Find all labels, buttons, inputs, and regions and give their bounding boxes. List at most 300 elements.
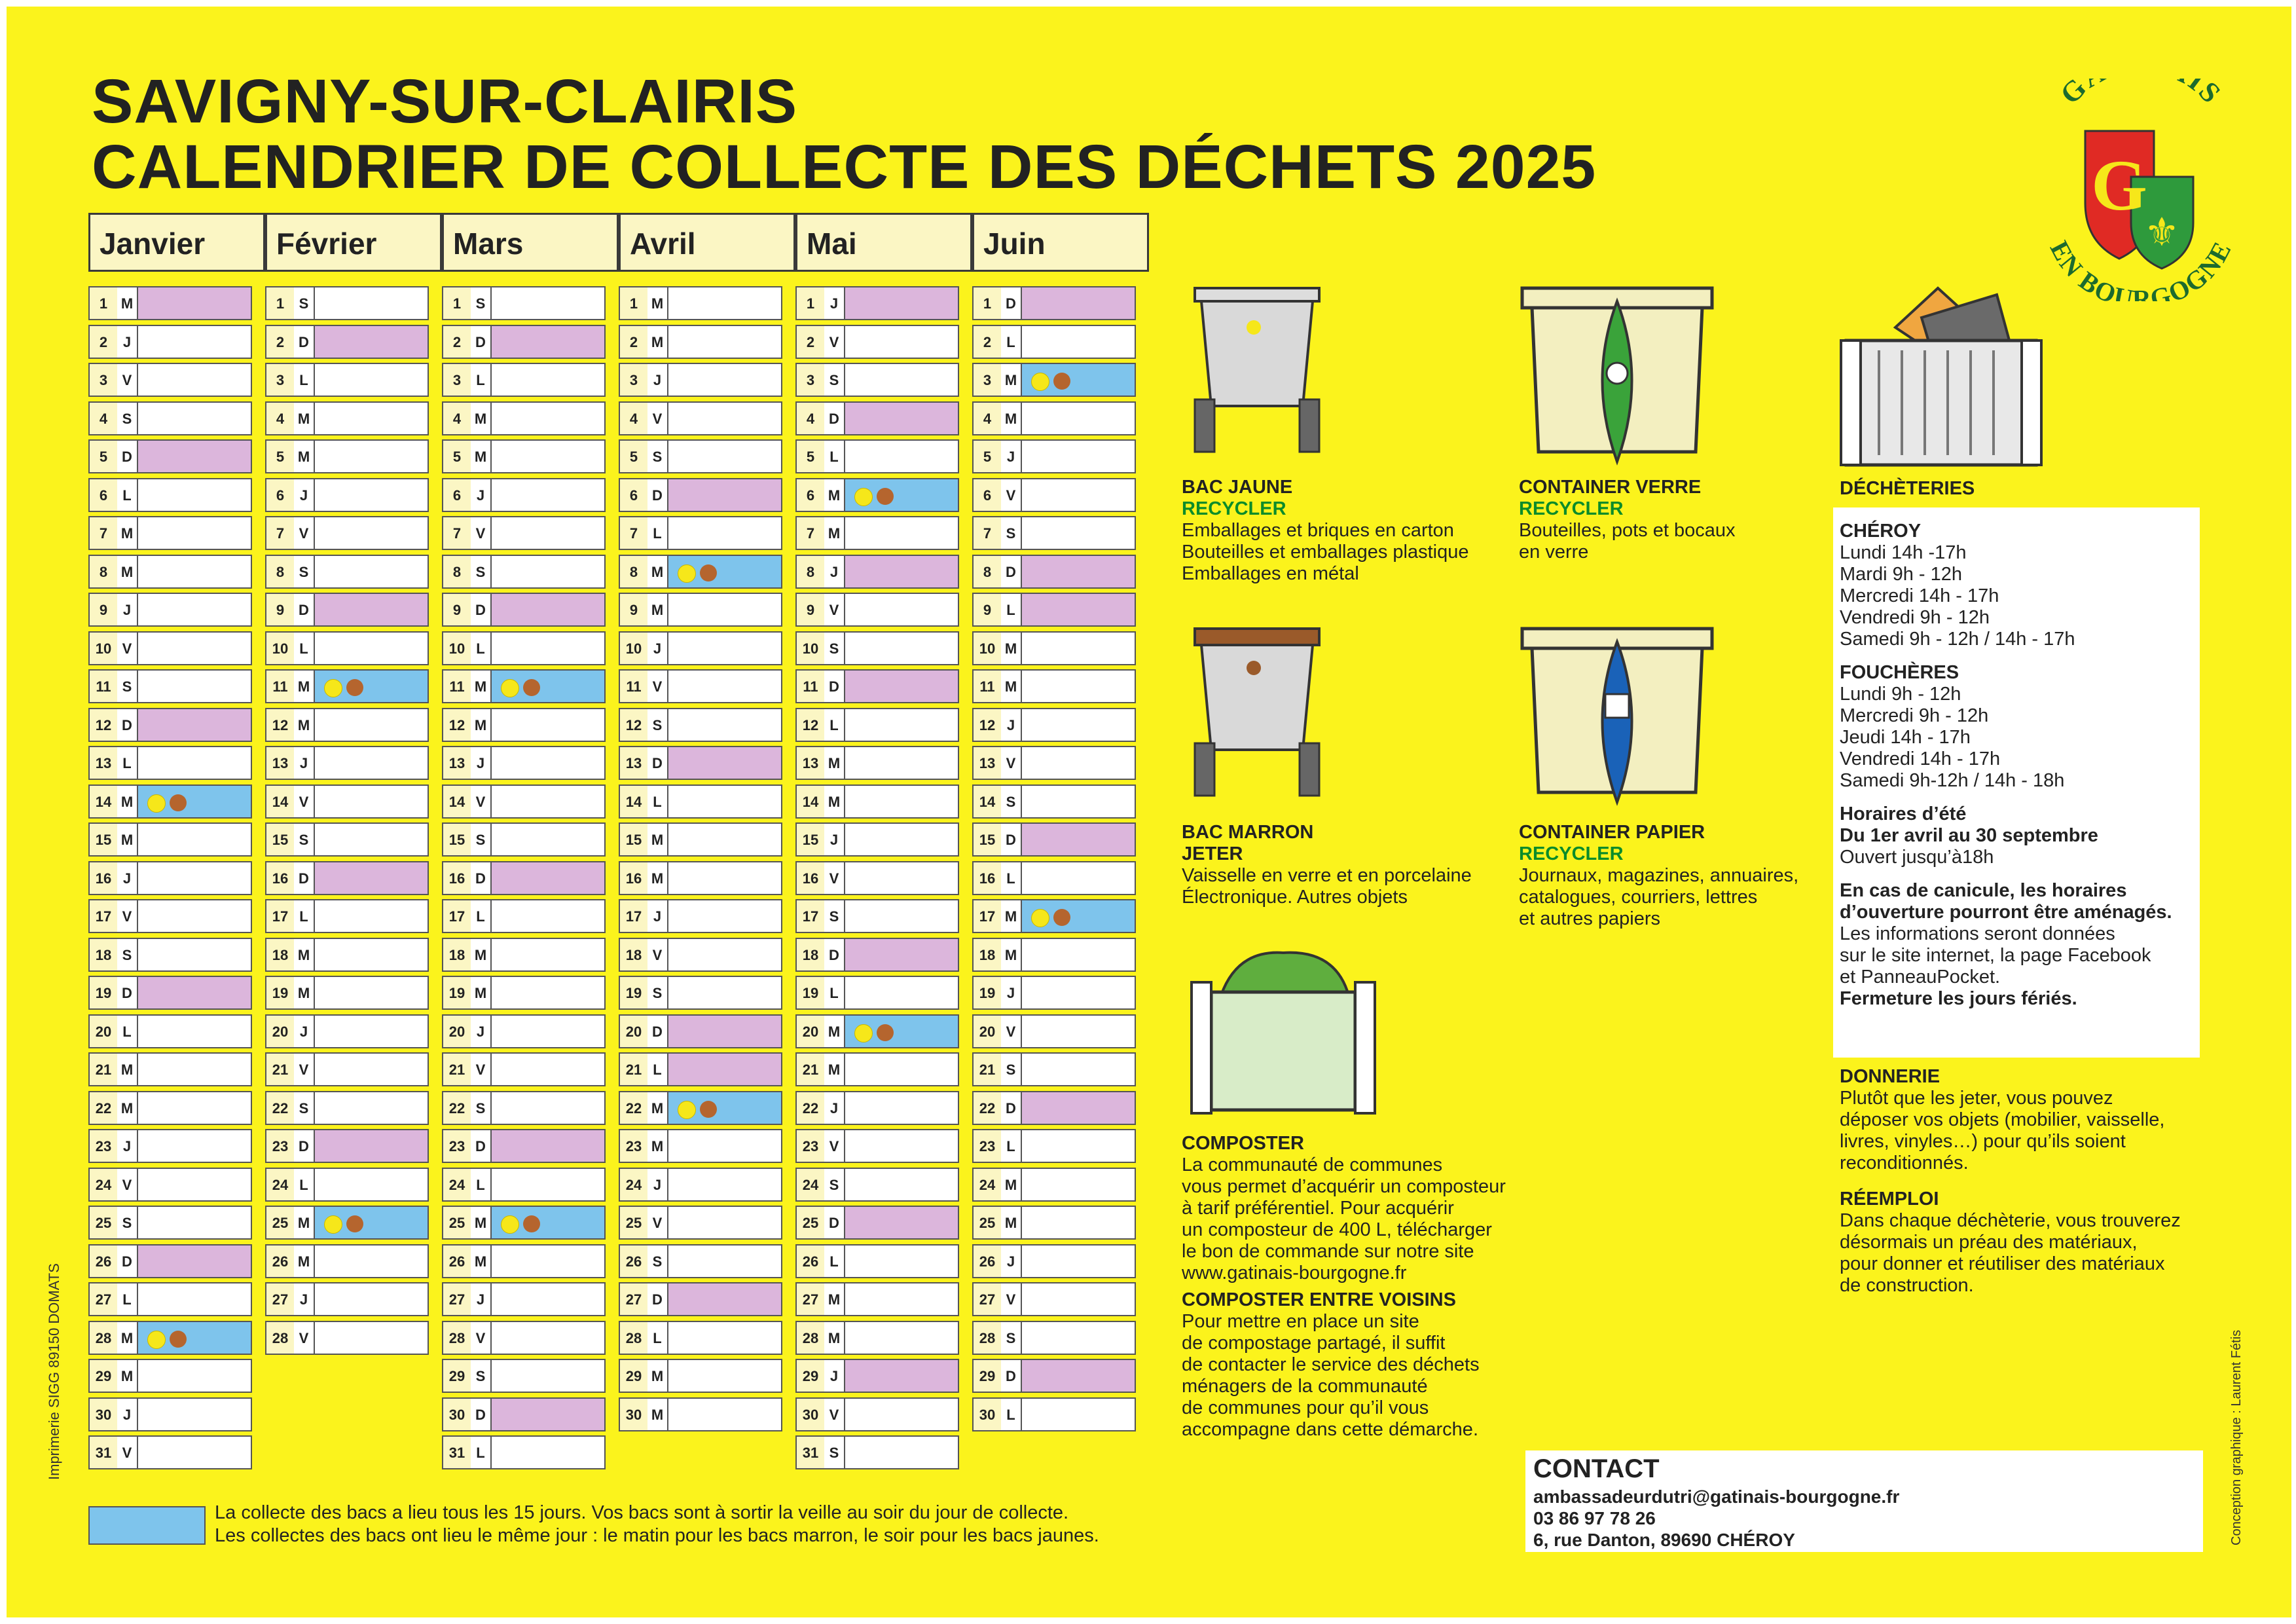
day-number: 27: [797, 1283, 826, 1315]
day-row: [972, 593, 1136, 627]
day-letter: L: [647, 786, 668, 817]
day-letter: D: [471, 1399, 492, 1430]
day-row: [442, 1206, 606, 1240]
day-cell: [315, 939, 428, 970]
day-cell: [492, 1016, 604, 1047]
sunday-holiday-cell: [845, 556, 958, 587]
day-letter: J: [117, 1130, 138, 1162]
day-row: [442, 325, 606, 359]
day-number: 21: [620, 1054, 649, 1085]
day-row: [972, 363, 1136, 397]
day-letter: L: [471, 900, 492, 932]
day-number: 3: [90, 364, 118, 396]
day-cell: [1022, 671, 1135, 702]
day-number: 17: [620, 900, 649, 932]
day-letter: J: [824, 1360, 845, 1392]
day-row: [265, 899, 429, 933]
day-number: 22: [443, 1092, 472, 1124]
day-number: 13: [620, 747, 649, 779]
day-cell: [845, 1169, 958, 1200]
svg-text:GÂTINAIS: [2054, 79, 2228, 111]
day-row: [795, 1321, 959, 1355]
day-cell: [668, 517, 781, 549]
day-number: 25: [974, 1207, 1002, 1238]
day-row: [619, 1014, 782, 1048]
day-number: 28: [620, 1322, 649, 1354]
day-number: 22: [797, 1092, 826, 1124]
day-cell: [668, 939, 781, 970]
day-letter: D: [824, 671, 845, 702]
day-letter: M: [117, 517, 138, 549]
container-papier-block: CONTAINER PAPIER RECYCLER Journaux, magazines, annuaires, catalogues, courriers, lettres et autres papiers: [1519, 822, 1799, 929]
day-letter: M: [647, 556, 668, 587]
day-cell: [492, 1092, 604, 1124]
day-number: 14: [797, 786, 826, 817]
day-row: [265, 784, 429, 819]
day-row: [972, 631, 1136, 665]
brown-bin-dot: [346, 1215, 363, 1232]
day-cell: [315, 977, 428, 1008]
day-letter: M: [471, 1246, 492, 1277]
day-cell: [315, 556, 428, 587]
day-row: [265, 1168, 429, 1202]
sunday-holiday-cell: [845, 287, 958, 319]
day-letter: S: [117, 939, 138, 970]
collection-cell: [492, 671, 604, 702]
day-row: [972, 1397, 1136, 1431]
day-cell: [315, 364, 428, 396]
day-letter: M: [471, 441, 492, 472]
day-row: [88, 1244, 252, 1278]
day-number: 30: [90, 1399, 118, 1430]
day-cell: [668, 326, 781, 358]
day-letter: L: [1001, 326, 1022, 358]
day-row: [619, 1282, 782, 1316]
day-letter: L: [1001, 1399, 1022, 1430]
day-row: [795, 555, 959, 589]
sunday-holiday-cell: [668, 1016, 781, 1047]
day-number: 12: [266, 709, 295, 741]
bac-jaune-block: BAC JAUNE RECYCLER Emballages et briques en carton Bouteilles et emballages plastique Emballages en métal: [1182, 477, 1469, 584]
day-row: [795, 1014, 959, 1048]
collection-cell: [315, 671, 428, 702]
day-number: 19: [266, 977, 295, 1008]
day-letter: L: [647, 1054, 668, 1085]
day-letter: D: [117, 709, 138, 741]
day-letter: V: [824, 1399, 845, 1430]
day-row: [442, 516, 606, 550]
contact-title: CONTACT: [1533, 1454, 1660, 1483]
day-cell: [315, 287, 428, 319]
day-cell: [138, 1054, 251, 1085]
day-letter: M: [1001, 1207, 1022, 1238]
day-cell: [1022, 479, 1135, 511]
yellow-bin-dot: [501, 679, 519, 697]
day-cell: [492, 939, 604, 970]
day-row: [442, 1397, 606, 1431]
day-row: [972, 401, 1136, 435]
sunday-holiday-cell: [492, 862, 604, 894]
day-number: 22: [620, 1092, 649, 1124]
day-number: 8: [443, 556, 472, 587]
day-number: 23: [797, 1130, 826, 1162]
sunday-holiday-cell: [668, 1054, 781, 1085]
day-letter: J: [1001, 441, 1022, 472]
day-number: 27: [974, 1283, 1002, 1315]
day-cell: [492, 747, 604, 779]
day-number: 23: [443, 1130, 472, 1162]
day-row: [442, 1244, 606, 1278]
day-row: [442, 899, 606, 933]
contact-email[interactable]: ambassadeurdutri@gatinais-bourgogne.fr: [1533, 1486, 1900, 1507]
day-number: 7: [443, 517, 472, 549]
day-row: [795, 631, 959, 665]
day-letter: J: [471, 1016, 492, 1047]
day-number: 10: [90, 633, 118, 664]
day-number: 7: [266, 517, 295, 549]
day-row: [88, 631, 252, 665]
day-cell: [138, 479, 251, 511]
day-cell: [138, 1360, 251, 1392]
day-number: 30: [620, 1399, 649, 1430]
day-letter: L: [294, 364, 315, 396]
day-number: 23: [90, 1130, 118, 1162]
day-letter: V: [647, 1207, 668, 1238]
day-row: [442, 286, 606, 320]
day-row: [972, 708, 1136, 742]
day-cell: [668, 671, 781, 702]
day-letter: D: [471, 326, 492, 358]
brown-bin-dot: [700, 1101, 717, 1118]
day-row: [265, 631, 429, 665]
day-cell: [492, 1437, 604, 1468]
day-letter: M: [1001, 403, 1022, 434]
day-cell: [138, 1016, 251, 1047]
day-letter: L: [294, 1169, 315, 1200]
day-row: [442, 938, 606, 972]
day-cell: [845, 862, 958, 894]
month-header-3: Mars: [442, 213, 619, 272]
day-letter: M: [294, 671, 315, 702]
day-row: [619, 1321, 782, 1355]
day-cell: [1022, 786, 1135, 817]
day-cell: [1022, 403, 1135, 434]
day-number: 22: [90, 1092, 118, 1124]
day-row: [88, 363, 252, 397]
day-number: 30: [974, 1399, 1002, 1430]
day-letter: V: [117, 1169, 138, 1200]
day-letter: J: [647, 633, 668, 664]
day-cell: [138, 633, 251, 664]
day-letter: M: [647, 862, 668, 894]
day-number: 7: [974, 517, 1002, 549]
day-number: 13: [266, 747, 295, 779]
day-number: 22: [266, 1092, 295, 1124]
day-row: [795, 1282, 959, 1316]
day-letter: M: [117, 1360, 138, 1392]
day-letter: M: [471, 671, 492, 702]
sunday-holiday-cell: [845, 1360, 958, 1392]
donnerie-block: DONNERIE Plutôt que les jeter, vous pouvez déposer vos objets (mobilier, vaisselle, livres, vinyles…) pour qu’ils soient reconditionnés. RÉEMPLOI Dans chaque déchèterie, vous trouverez désormais un préau des matériaux, pour donner et réutiliser des matériaux de construction.: [1840, 1066, 2181, 1296]
day-number: 4: [90, 403, 118, 434]
yellow-bin-dot: [1031, 373, 1049, 391]
brown-bin-dot: [1053, 909, 1070, 926]
day-row: [619, 938, 782, 972]
yellow-bin-dot: [854, 1024, 873, 1043]
day-row: [972, 976, 1136, 1010]
day-letter: D: [647, 1283, 668, 1315]
day-row: [265, 555, 429, 589]
day-row: [265, 286, 429, 320]
day-cell: [492, 900, 604, 932]
day-number: 4: [620, 403, 649, 434]
day-cell: [1022, 862, 1135, 894]
sunday-holiday-cell: [315, 862, 428, 894]
day-number: 31: [90, 1437, 118, 1468]
sunday-holiday-cell: [845, 939, 958, 970]
sunday-holiday-cell: [1022, 556, 1135, 587]
day-number: 12: [974, 709, 1002, 741]
sunday-holiday-cell: [1022, 594, 1135, 625]
day-row: [795, 401, 959, 435]
day-number: 20: [974, 1016, 1002, 1047]
day-number: 12: [797, 709, 826, 741]
day-cell: [492, 403, 604, 434]
day-letter: V: [824, 1130, 845, 1162]
day-letter: J: [1001, 1246, 1022, 1277]
day-number: 12: [90, 709, 118, 741]
day-number: 13: [90, 747, 118, 779]
day-row: [88, 669, 252, 703]
sunday-holiday-cell: [138, 441, 251, 472]
day-cell: [315, 1322, 428, 1354]
day-number: 31: [797, 1437, 826, 1468]
day-letter: L: [824, 1246, 845, 1277]
day-row: [442, 1168, 606, 1202]
day-row: [972, 1014, 1136, 1048]
day-cell: [1022, 517, 1135, 549]
day-row: [442, 1091, 606, 1125]
day-row: [442, 439, 606, 473]
day-cell: [668, 1246, 781, 1277]
day-letter: M: [1001, 633, 1022, 664]
day-number: 21: [90, 1054, 118, 1085]
day-cell: [845, 1054, 958, 1085]
day-letter: V: [294, 786, 315, 817]
day-number: 20: [443, 1016, 472, 1047]
day-number: 5: [90, 441, 118, 472]
day-letter: M: [294, 939, 315, 970]
day-row: [88, 1091, 252, 1125]
day-number: 8: [90, 556, 118, 587]
day-row: [972, 1091, 1136, 1125]
day-cell: [845, 900, 958, 932]
day-number: 3: [266, 364, 295, 396]
day-row: [88, 822, 252, 857]
day-cell: [845, 594, 958, 625]
day-number: 24: [620, 1169, 649, 1200]
day-row: [972, 516, 1136, 550]
month-header-4: Avril: [619, 213, 795, 272]
day-cell: [1022, 1016, 1135, 1047]
collection-cell: [1022, 364, 1135, 396]
day-number: 2: [443, 326, 472, 358]
day-number: 2: [620, 326, 649, 358]
day-letter: M: [117, 556, 138, 587]
day-letter: V: [647, 671, 668, 702]
day-number: 18: [266, 939, 295, 970]
brown-bin-icon: [1182, 619, 1332, 809]
day-row: [265, 593, 429, 627]
day-letter: V: [117, 364, 138, 396]
day-letter: V: [1001, 747, 1022, 779]
day-row: [972, 822, 1136, 857]
day-number: 15: [620, 824, 649, 855]
day-number: 24: [90, 1169, 118, 1200]
day-letter: M: [471, 939, 492, 970]
day-number: 28: [443, 1322, 472, 1354]
day-number: 4: [974, 403, 1002, 434]
day-row: [619, 593, 782, 627]
day-letter: J: [824, 556, 845, 587]
day-cell: [845, 1437, 958, 1468]
contact-address: 6, rue Danton, 89690 CHÉROY: [1533, 1530, 1795, 1550]
day-row: [442, 1014, 606, 1048]
day-row: [265, 439, 429, 473]
day-cell: [315, 479, 428, 511]
day-letter: D: [294, 594, 315, 625]
day-cell: [668, 1169, 781, 1200]
day-cell: [315, 1054, 428, 1085]
day-letter: L: [1001, 862, 1022, 894]
day-cell: [138, 556, 251, 587]
day-number: 22: [974, 1092, 1002, 1124]
day-number: 10: [620, 633, 649, 664]
day-row: [972, 439, 1136, 473]
day-row: [619, 363, 782, 397]
day-row: [795, 938, 959, 972]
day-number: 14: [90, 786, 118, 817]
decheteries-info: CHÉROY Lundi 14h -17h Mardi 9h - 12h Mercredi 14h - 17h Vendredi 9h - 12h Samedi 9h - 12h / 14h - 17h FOUCHÈRES Lundi 9h - 12h Mercredi 9h - 12h Jeudi 14h - 17h Vendredi 14h - 17h Samedi 9h-12h / 14h - 18h Horaires d’été Du 1er avril au 30 septembre Ouvert jusqu’à18h En cas de canicule, les horaires d’ouverture pourront être aménagés. Les informations seront données sur le site internet, la page Facebook et PanneauPocket. Fermeture les jours fériés.: [1840, 521, 2172, 1009]
day-letter: D: [647, 747, 668, 779]
day-row: [795, 325, 959, 359]
day-number: 2: [266, 326, 295, 358]
month-header-1: Janvier: [88, 213, 265, 272]
day-row: [795, 1091, 959, 1125]
day-row: [795, 516, 959, 550]
day-number: 25: [90, 1207, 118, 1238]
day-row: [265, 478, 429, 512]
day-row: [795, 784, 959, 819]
day-number: 23: [620, 1130, 649, 1162]
day-letter: D: [471, 1130, 492, 1162]
day-number: 9: [443, 594, 472, 625]
day-letter: D: [294, 862, 315, 894]
calendar-sheet: [7, 7, 2291, 1617]
day-number: 30: [443, 1399, 472, 1430]
collection-legend-text: La collecte des bacs a lieu tous les 15 jours. Vos bacs sont à sortir la veille au soir du jour de collecte. Les collectes des bacs ont lieu le même jour : le matin pour les bacs marron, le soir pour les bacs jaunes.: [215, 1502, 1099, 1546]
day-number: 19: [620, 977, 649, 1008]
day-number: 1: [443, 287, 472, 319]
month-header-6: Juin: [972, 213, 1149, 272]
bac-marron-block: BAC MARRON JETER Vaisselle en verre et en porcelaine Électronique. Autres objets: [1182, 822, 1472, 908]
day-cell: [1022, 326, 1135, 358]
day-cell: [492, 977, 604, 1008]
day-number: 27: [266, 1283, 295, 1315]
day-cell: [138, 1207, 251, 1238]
day-row: [88, 746, 252, 780]
day-number: 27: [90, 1283, 118, 1315]
day-row: [972, 325, 1136, 359]
day-letter: S: [471, 556, 492, 587]
day-letter: D: [471, 594, 492, 625]
day-letter: D: [1001, 824, 1022, 855]
day-letter: D: [117, 977, 138, 1008]
day-row: [795, 1435, 959, 1469]
day-number: 23: [266, 1130, 295, 1162]
day-letter: L: [117, 747, 138, 779]
day-row: [265, 325, 429, 359]
day-letter: M: [824, 1054, 845, 1085]
day-cell: [138, 326, 251, 358]
day-cell: [315, 441, 428, 472]
day-letter: J: [294, 479, 315, 511]
day-number: 17: [443, 900, 472, 932]
day-letter: L: [647, 517, 668, 549]
day-row: [972, 286, 1136, 320]
day-cell: [138, 1399, 251, 1430]
day-letter: M: [647, 1092, 668, 1124]
day-number: 25: [797, 1207, 826, 1238]
day-row: [795, 1052, 959, 1086]
yellow-bin-dot: [501, 1215, 519, 1234]
day-number: 2: [90, 326, 118, 358]
day-letter: D: [117, 441, 138, 472]
yellow-bin-dot: [324, 1215, 342, 1234]
day-row: [442, 746, 606, 780]
day-letter: S: [471, 287, 492, 319]
day-letter: D: [824, 1207, 845, 1238]
day-cell: [1022, 1207, 1135, 1238]
day-cell: [315, 747, 428, 779]
day-letter: S: [647, 709, 668, 741]
day-number: 23: [974, 1130, 1002, 1162]
day-cell: [492, 556, 604, 587]
day-number: 27: [443, 1283, 472, 1315]
day-row: [972, 1129, 1136, 1163]
day-letter: V: [824, 326, 845, 358]
day-number: 9: [266, 594, 295, 625]
day-letter: L: [824, 709, 845, 741]
day-cell: [668, 1130, 781, 1162]
day-letter: S: [824, 633, 845, 664]
day-letter: V: [1001, 479, 1022, 511]
day-number: 18: [443, 939, 472, 970]
day-row: [88, 1282, 252, 1316]
day-letter: M: [824, 1283, 845, 1315]
day-letter: J: [824, 824, 845, 855]
day-row: [442, 1359, 606, 1393]
day-cell: [138, 517, 251, 549]
day-letter: L: [294, 633, 315, 664]
day-letter: J: [1001, 709, 1022, 741]
yellow-bin-icon: [1182, 275, 1332, 465]
day-number: 21: [266, 1054, 295, 1085]
day-number: 28: [797, 1322, 826, 1354]
day-letter: M: [647, 1130, 668, 1162]
day-letter: J: [117, 862, 138, 894]
day-row: [442, 822, 606, 857]
